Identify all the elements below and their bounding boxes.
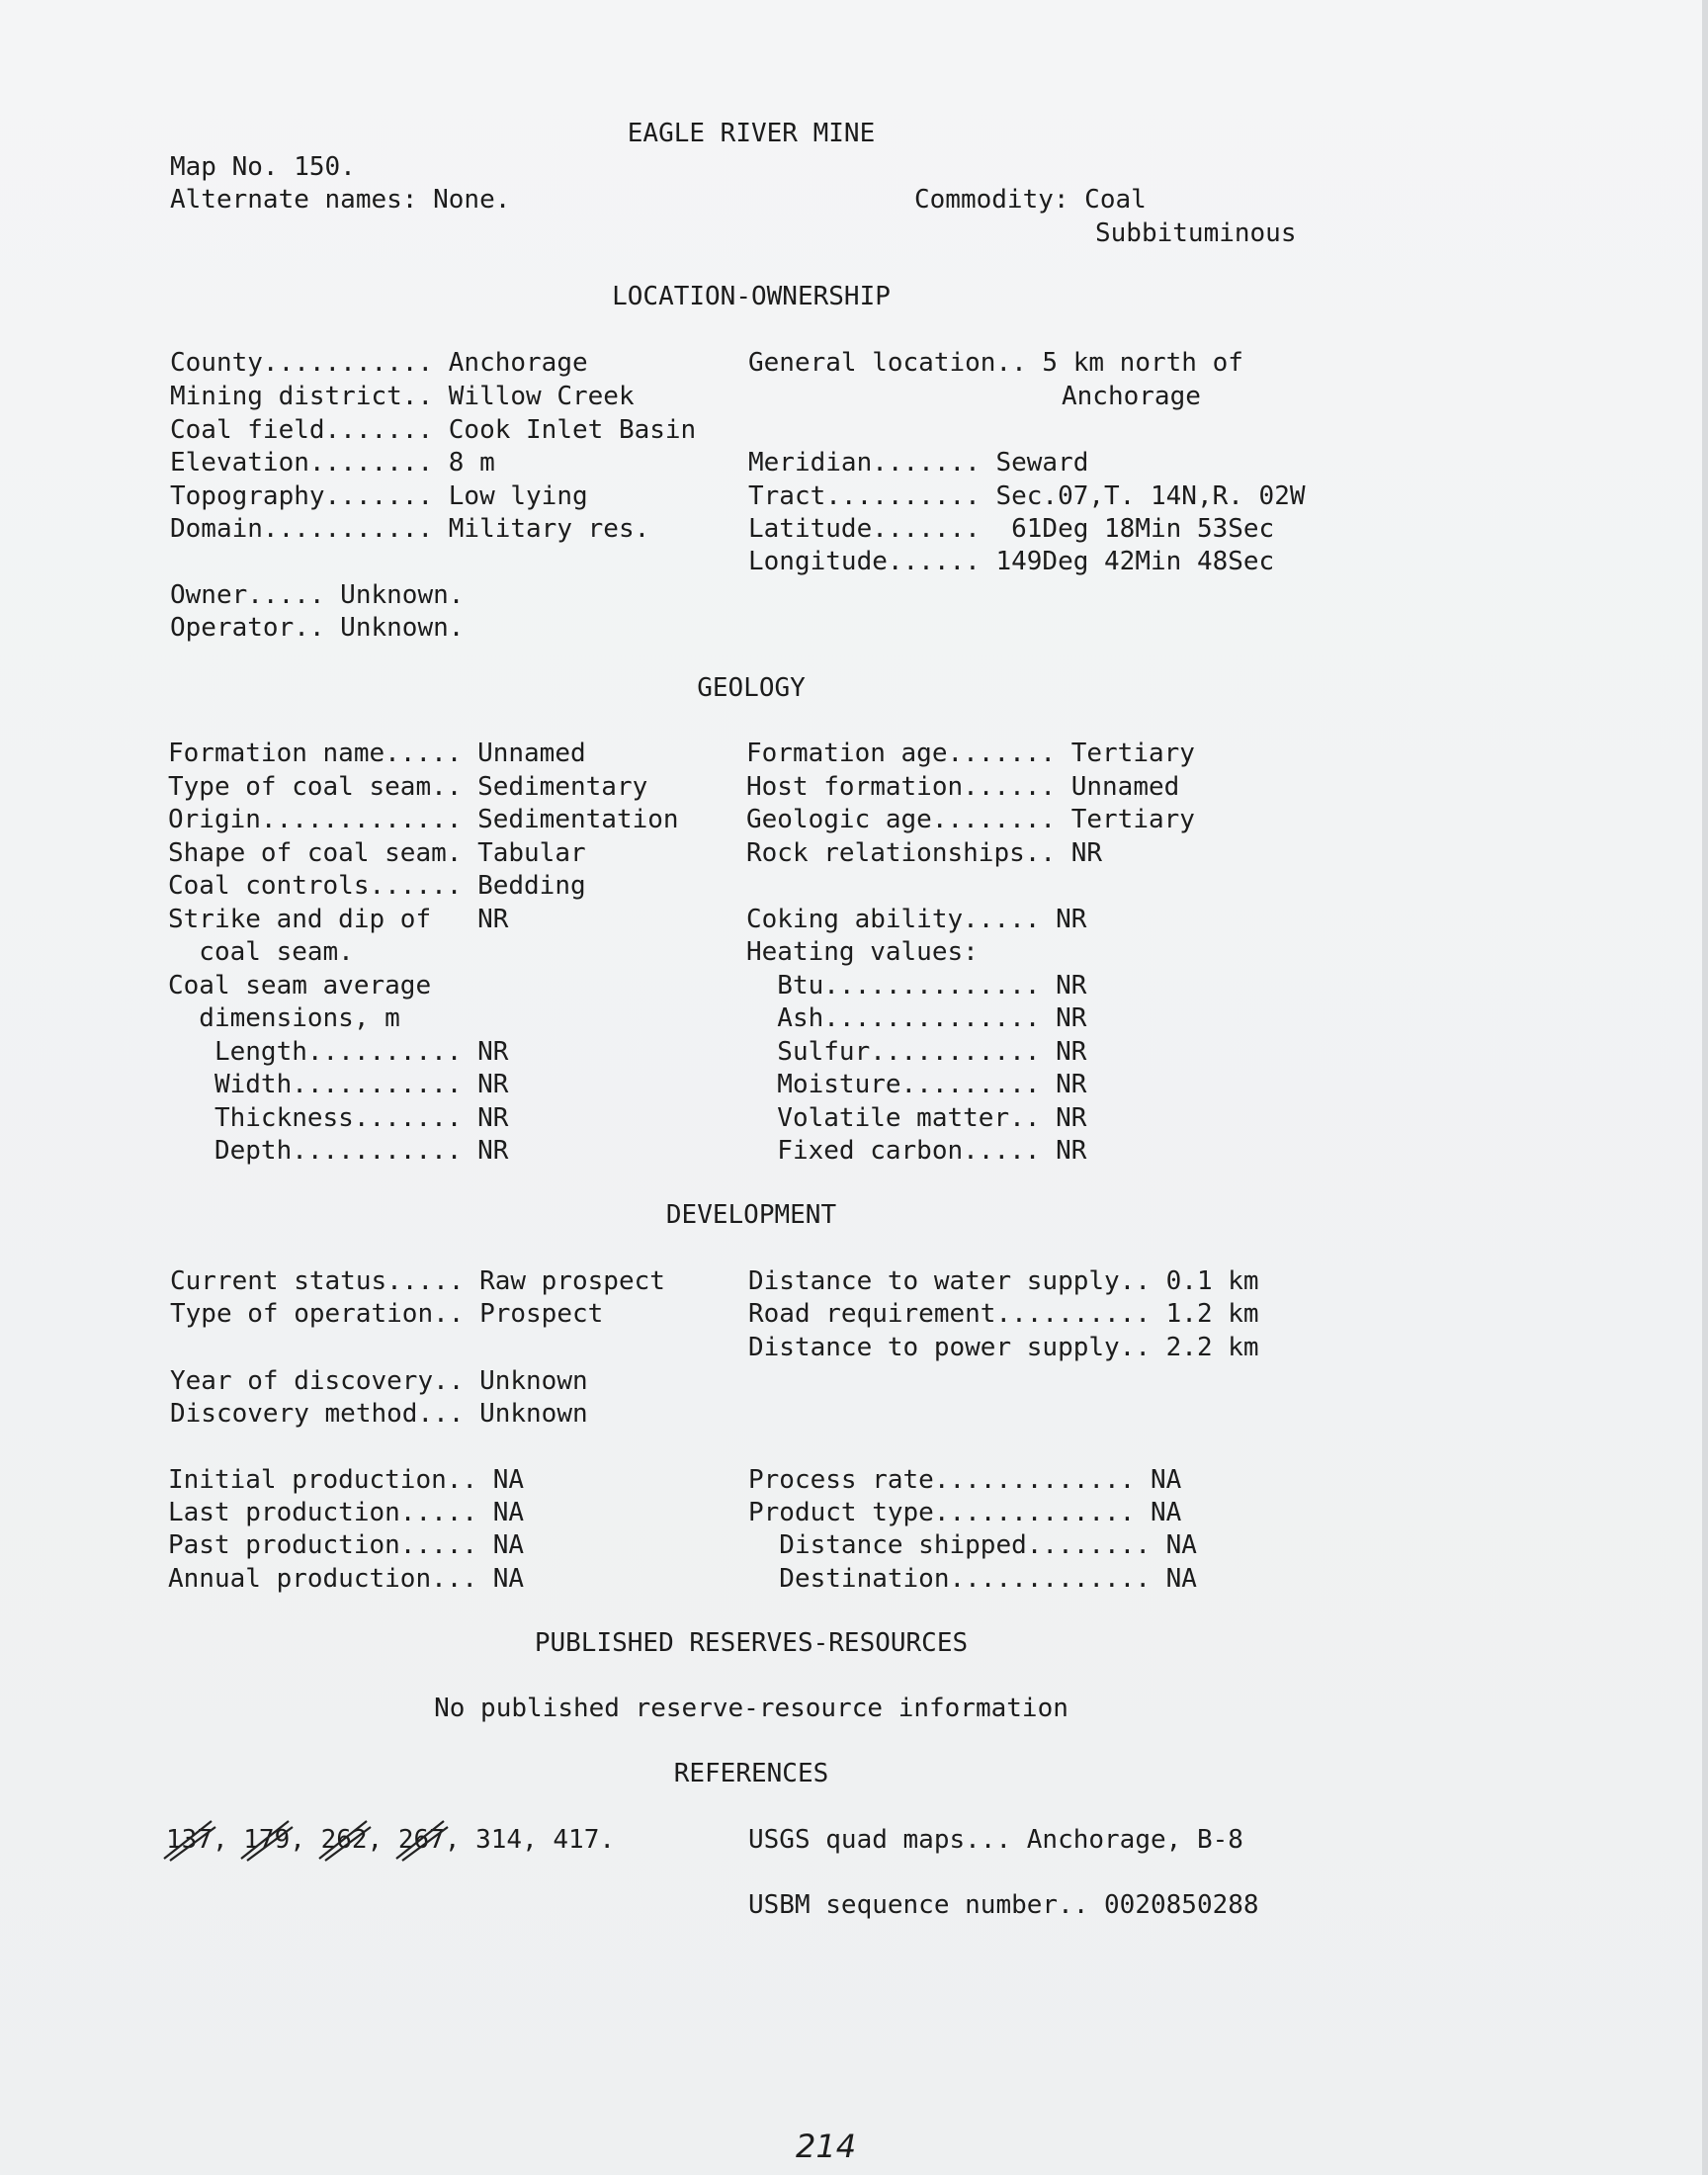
strike-mark-icon	[315, 1817, 375, 1863]
reference-rest: 314, 417.	[475, 1825, 616, 1855]
location-field: Tract.......... Sec.07,T. 14N,R. 02W	[748, 481, 1306, 511]
geology-field: Strike and dip of NR	[168, 905, 509, 934]
struck-reference: 179	[243, 1823, 290, 1857]
geology-field: Type of coal seam.. Sedimentary	[168, 772, 648, 802]
geology-field: Origin............. Sedimentation	[168, 805, 679, 834]
struck-reference: 262	[321, 1823, 368, 1857]
location-field: Coal field....... Cook Inlet Basin	[170, 415, 697, 445]
geology-field: Shape of coal seam. Tabular	[168, 838, 586, 868]
location-field: Domain........... Military res.	[170, 514, 650, 544]
section-reserves: PUBLISHED RESERVES-RESOURCES	[534, 1628, 969, 1658]
geology-field: Coking ability..... NR	[746, 905, 1087, 934]
geology-field: Formation age....... Tertiary	[746, 739, 1195, 768]
usbm-sequence-number: USBM sequence number.. 0020850288	[748, 1890, 1259, 1920]
geology-field: Coal seam average	[168, 971, 432, 1000]
development-field: Current status..... Raw prospect	[170, 1266, 665, 1296]
page-edge	[1702, 0, 1708, 2175]
geology-field: Volatile matter.. NR	[746, 1103, 1087, 1133]
section-references: REFERENCES	[673, 1759, 829, 1788]
development-field: Product type............. NA	[748, 1498, 1182, 1527]
development-field: Distance shipped........ NA	[748, 1530, 1197, 1560]
geology-field: Rock relationships.. NR	[746, 838, 1103, 868]
development-field: Past production..... NA	[168, 1530, 525, 1560]
document-title: EAGLE RIVER MINE	[627, 119, 876, 148]
geology-field: coal seam.	[168, 937, 354, 967]
development-field: Discovery method... Unknown	[170, 1399, 588, 1429]
geology-field: Depth........... NR	[168, 1136, 509, 1166]
development-field: Road requirement.......... 1.2 km	[748, 1299, 1259, 1329]
geology-field: Ash.............. NR	[746, 1003, 1087, 1033]
development-field: Last production..... NA	[168, 1498, 525, 1527]
commodity-type: Subbituminous	[1095, 218, 1297, 248]
development-field: Destination............. NA	[748, 1564, 1197, 1594]
location-field: County........... Anchorage	[170, 348, 588, 378]
struck-reference: 267	[398, 1823, 445, 1857]
general-location: General location.. 5 km north of	[748, 348, 1243, 378]
geology-field: Formation name..... Unnamed	[168, 739, 586, 768]
location-field: Longitude...... 149Deg 42Min 48Sec	[748, 547, 1275, 576]
usgs-quad-maps: USGS quad maps... Anchorage, B-8	[748, 1825, 1243, 1855]
location-field: Mining district.. Willow Creek	[170, 382, 635, 411]
section-geology: GEOLOGY	[697, 673, 806, 703]
geology-field: Sulfur........... NR	[746, 1037, 1087, 1067]
general-location-cont: Anchorage	[1062, 382, 1201, 411]
location-field: Latitude....... 61Deg 18Min 53Sec	[748, 514, 1275, 544]
development-field: Distance to power supply.. 2.2 km	[748, 1333, 1259, 1362]
development-field: Type of operation.. Prospect	[170, 1299, 604, 1329]
geology-field: Moisture......... NR	[746, 1070, 1087, 1099]
geology-field: Geologic age........ Tertiary	[746, 805, 1195, 834]
development-field: Process rate............. NA	[748, 1465, 1182, 1495]
location-field: Meridian....... Seward	[748, 448, 1089, 478]
strike-mark-icon	[392, 1817, 452, 1863]
strike-mark-icon	[237, 1817, 297, 1863]
geology-field: Coal controls...... Bedding	[168, 871, 586, 901]
page-number: 214	[796, 2128, 857, 2165]
map-number: Map No. 150.	[170, 152, 356, 182]
geology-field: Width........... NR	[168, 1070, 509, 1099]
development-field: Initial production.. NA	[168, 1465, 525, 1495]
strike-mark-icon	[160, 1817, 219, 1863]
geology-field: Thickness....... NR	[168, 1103, 509, 1133]
section-development: DEVELOPMENT	[665, 1200, 837, 1230]
location-field: Topography....... Low lying	[170, 481, 588, 511]
geology-field: Host formation...... Unnamed	[746, 772, 1180, 802]
development-field: Year of discovery.. Unknown	[170, 1366, 588, 1396]
commodity: Commodity: Coal	[914, 185, 1147, 215]
development-field: Annual production... NA	[168, 1564, 525, 1594]
struck-reference: 137	[166, 1823, 213, 1857]
operator: Operator.. Unknown.	[170, 613, 465, 643]
geology-field: Length.......... NR	[168, 1037, 509, 1067]
owner: Owner..... Unknown.	[170, 580, 465, 610]
geology-field: Btu.............. NR	[746, 971, 1087, 1000]
geology-field: Heating values:	[746, 937, 979, 967]
geology-field: dimensions, m	[168, 1003, 400, 1033]
location-field: Elevation........ 8 m	[170, 448, 495, 478]
section-location-ownership: LOCATION-OWNERSHIP	[612, 282, 891, 311]
reserves-text: No published reserve-resource information	[434, 1694, 1068, 1723]
alternate-names: Alternate names: None.	[170, 185, 511, 215]
reference-list: 137 , 179 , 262 , 267 , 314, 417.	[166, 1823, 615, 1857]
development-field: Distance to water supply.. 0.1 km	[748, 1266, 1259, 1296]
geology-field: Fixed carbon..... NR	[746, 1136, 1087, 1166]
